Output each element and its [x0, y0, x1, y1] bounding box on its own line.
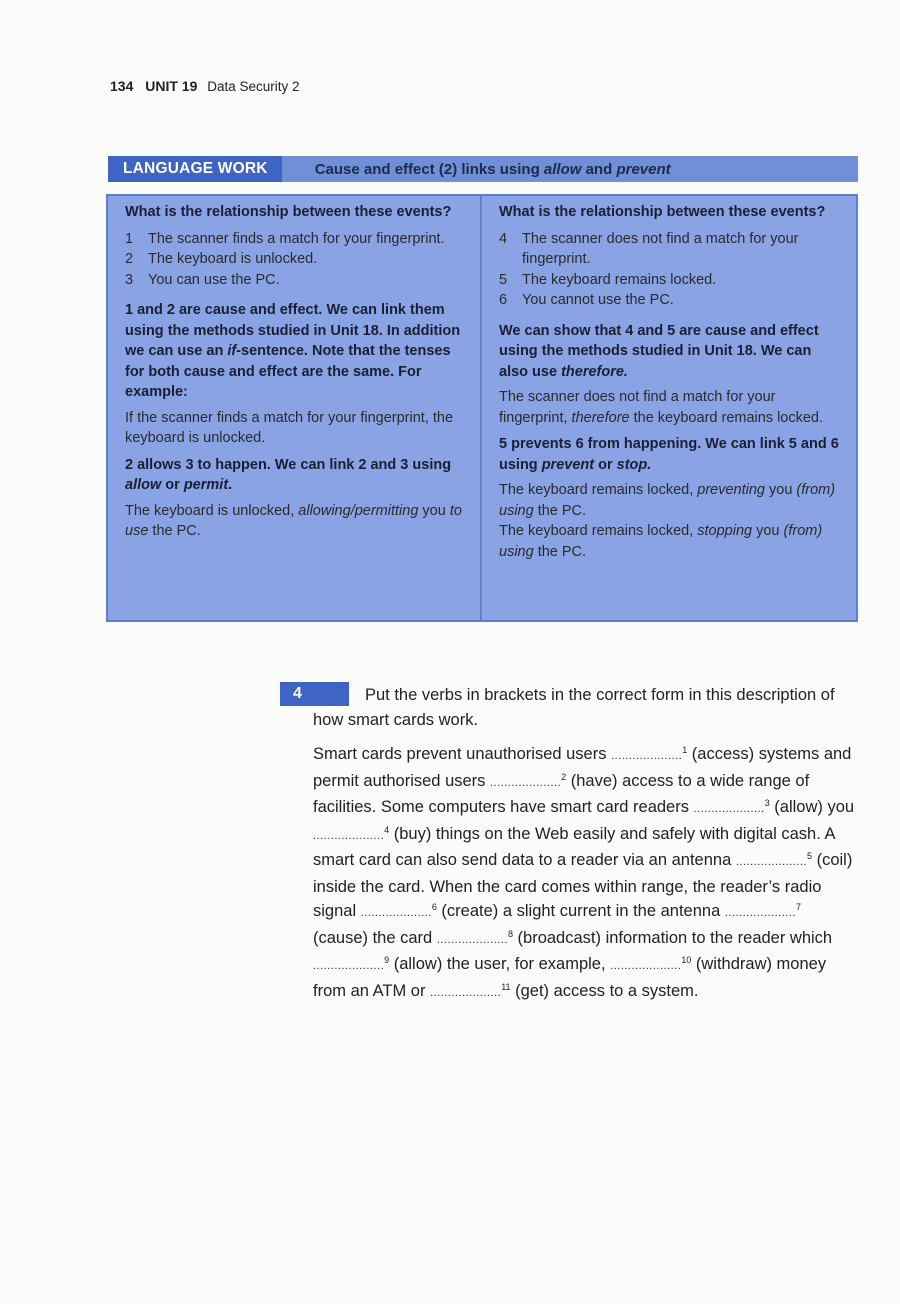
heading-prevent: prevent	[616, 160, 671, 178]
explanation-italic: prevent	[541, 456, 595, 473]
explanation-italic: stop.	[616, 456, 652, 473]
blank-number: 10	[681, 955, 692, 965]
example-italic: stopping	[697, 523, 753, 539]
answer-blank[interactable]: ....................	[313, 960, 385, 972]
explanation-text: 1 and 2 are cause and effect. We can link them using the methods studied in Unit 18. In addition we can use an	[125, 302, 461, 359]
answer-blank[interactable]: ....................	[430, 986, 502, 999]
exercise-number: 4	[293, 685, 302, 702]
answer-blank[interactable]: ....................	[313, 829, 385, 842]
blank-number: 6	[431, 902, 437, 912]
blank-number: 5	[806, 851, 812, 861]
answer-blank[interactable]: ....................	[611, 750, 683, 762]
example-text: the PC.	[533, 543, 587, 560]
language-work-tag: LANGUAGE WORK	[108, 156, 282, 182]
page-number: 134	[110, 78, 134, 94]
left-column	[108, 196, 482, 620]
item-text: The keyboard is unlocked.	[148, 251, 318, 267]
explanation-text: or	[594, 456, 617, 473]
explanation-text: -sentence. Note that the tenses for both cause and effect are the same. For example:	[125, 343, 451, 400]
answer-blank[interactable]: ....................	[360, 907, 432, 919]
cloze-segment: (withdraw) money from an ATM or	[313, 955, 827, 1000]
explanation-text: or	[161, 477, 184, 493]
example-italic: preventing	[697, 482, 765, 498]
example-text: the PC.	[148, 523, 201, 539]
blank-number: 8	[507, 928, 513, 939]
list-item	[499, 270, 842, 291]
explanation-text: We can show that 4 and 5 are cause and effect using the methods studied in Unit 18. We can also use	[499, 322, 819, 380]
explanation-text: 2 allows 3 to happen. We can link 2 and 3 using	[125, 456, 452, 473]
right-example-3	[499, 521, 842, 562]
left-example-2	[125, 501, 466, 542]
explanation-text: 5 prevents 6 from happening. We can link 5 and 6 using	[499, 436, 839, 473]
list-item	[125, 229, 466, 250]
blank-number: 1	[682, 745, 688, 755]
exercise-instruction: Put the verbs in brackets in the correct form in this description of how smart cards work.	[313, 686, 835, 729]
answer-blank[interactable]: ....................	[436, 933, 508, 946]
heading-prefix: Cause and effect (2) links using	[314, 160, 544, 178]
cloze-segment: (get) access to a system.	[510, 981, 699, 1000]
language-work-heading	[315, 161, 671, 178]
cloze-segment: (allow) you	[769, 798, 855, 816]
example-italic: to use	[125, 502, 462, 539]
left-example-1: If the scanner finds a match for your fingerprint, the keyboard is unlocked.	[125, 409, 454, 446]
blank-number: 7	[795, 902, 801, 912]
item-text: The scanner does not find a match for your fingerprint.	[522, 230, 799, 267]
cloze-segment: (access) systems and permit authorised users	[313, 745, 852, 790]
cloze-segment: (coil) inside the card. When the card comes within range, the reader’s radio signal	[313, 851, 853, 920]
language-work-header	[108, 156, 858, 182]
answer-blank[interactable]: ....................	[693, 803, 765, 815]
item-text: The keyboard remains locked.	[522, 271, 717, 288]
explanation-italic: therefore.	[561, 363, 628, 380]
answer-blank[interactable]: ....................	[610, 960, 682, 972]
cloze-segment: (broadcast) information to the reader which	[512, 928, 833, 947]
item-number: 4	[499, 230, 508, 247]
heading-allow: allow	[543, 160, 582, 178]
item-number: 1	[125, 230, 134, 247]
blank-number: 3	[764, 798, 770, 808]
cloze-segment: (buy) things on the Web easily and safely with digital cash. A smart card can also send data to a reader via an antenna	[313, 824, 835, 869]
exercise-number-badge	[280, 682, 349, 706]
example-text: The scanner does not find a match for your fingerprint,	[499, 389, 776, 426]
blank-number: 2	[561, 771, 567, 782]
cloze-segment: (create) a slight current in the antenna	[436, 902, 725, 920]
example-text: The keyboard remains locked,	[499, 523, 698, 539]
item-text: You cannot use the PC.	[522, 292, 674, 308]
left-explanation-2	[125, 455, 466, 496]
example-text: The keyboard is unlocked,	[125, 502, 299, 519]
item-text: You can use the PC.	[148, 271, 280, 288]
exercise-4	[293, 683, 858, 1005]
item-text: The scanner finds a match for your fingerprint.	[148, 230, 445, 247]
right-event-list	[499, 229, 842, 311]
list-item	[125, 249, 466, 270]
example-italic: allowing/permitting	[298, 502, 419, 519]
cloze-segment: (allow) the user, for example,	[389, 955, 611, 973]
answer-blank[interactable]: ....................	[724, 907, 796, 919]
left-question: What is the relationship between these events?	[125, 204, 452, 220]
example-text: the PC.	[533, 502, 587, 519]
right-example-1	[499, 387, 842, 428]
example-text: The keyboard remains locked,	[499, 482, 698, 498]
example-text: you	[418, 502, 450, 519]
blank-number: 9	[384, 955, 390, 965]
running-head	[110, 78, 300, 94]
example-text: you	[752, 523, 784, 539]
item-number: 2	[125, 251, 134, 267]
right-explanation-2	[499, 434, 842, 475]
right-example-2	[499, 480, 842, 521]
item-number: 3	[125, 271, 134, 288]
explanation-italic: permit	[183, 477, 229, 493]
example-italic: (from) using	[499, 523, 823, 560]
item-number: 5	[499, 271, 508, 288]
left-explanation-1	[125, 300, 466, 403]
cloze-segment: (have) access to a wide range of facilities. Some computers have smart card readers	[313, 771, 810, 816]
example-italic: (from) using	[499, 482, 836, 519]
right-explanation-1	[499, 321, 842, 383]
right-question: What is the relationship between these events?	[499, 204, 826, 220]
cloze-segment: Smart cards prevent unauthorised users	[313, 745, 612, 763]
answer-blank[interactable]: ....................	[735, 856, 807, 868]
list-item	[499, 290, 842, 311]
list-item	[125, 270, 466, 291]
example-italic: therefore	[571, 409, 630, 426]
left-event-list	[125, 229, 466, 291]
explanation-text: .	[228, 477, 233, 493]
language-work-box	[106, 194, 858, 622]
unit-title: Data Security 2	[207, 79, 300, 94]
explanation-italic: allow	[125, 477, 162, 493]
blank-number: 4	[384, 824, 390, 835]
heading-and: and	[581, 160, 617, 178]
cloze-text	[313, 742, 858, 1005]
cloze-segment: (cause) the card	[313, 928, 437, 947]
blank-number: 11	[501, 981, 511, 992]
right-column	[482, 196, 856, 620]
example-text: you	[764, 482, 797, 498]
answer-blank[interactable]: ....................	[490, 776, 562, 789]
list-item	[499, 229, 842, 270]
unit-label: UNIT 19	[145, 78, 198, 94]
item-number: 6	[499, 292, 508, 308]
example-text: the keyboard remains locked.	[629, 409, 824, 426]
explanation-italic: if	[227, 343, 237, 359]
